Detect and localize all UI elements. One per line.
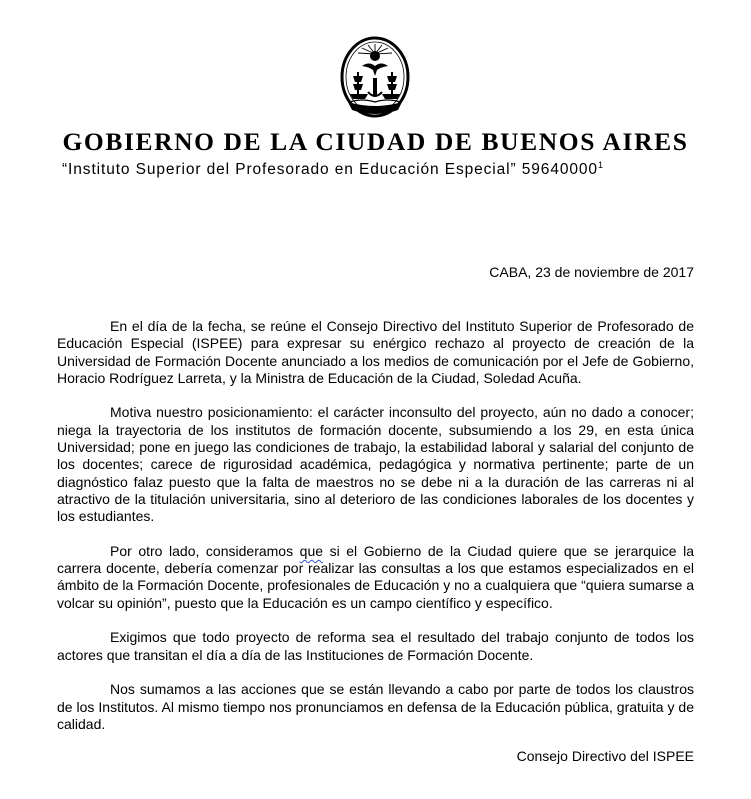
spellcheck-underlined-word: que [299, 542, 324, 559]
paragraph-3-end: si el Gobierno de la Ciudad quiere que se jerarquice la carrera docente, debería comenzar por realizar las consultas a los que estamos especializados en el ámbito de la Formación Docente, profesionales de Educación y no a cualquiera que “quiera sumarse a volcar su opinión”, puesto que la Educación es un campo científico y específico. [57, 542, 695, 611]
paragraph-5: Nos sumamos a las acciones que se están llevando a cabo por parte de todos los claustros de los Institutos. Al mismo tiempo nos pronunciamos en defensa de la Educación pública, gratuita y de calidad. [57, 681, 694, 732]
paragraph-3-start: Por otro lado, consideramos [110, 542, 300, 559]
institute-subtitle [62, 160, 603, 179]
footnote-marker: 1 [597, 160, 603, 170]
institute-name: “Instituto Superior del Profesorado en Educación Especial” 59640000 [62, 161, 598, 178]
document-date: CABA, 23 de noviembre de 2017 [489, 264, 694, 280]
paragraph-2: Motiva nuestro posicionamiento: el carácter inconsulto del proyecto, aún no dado a conocer; niega la trayectoria de los institutos de formación docente, subsumiendo a los 29, en esta única Universidad; pone en juego las condiciones de trabajo, la estabilidad laboral y salarial del conjunto de los docentes; carece de rigurosidad académica, pedagógica y normativa pertinente; parte de un diagnóstico falaz puesto que la falta de maestros no se debe ni a la duración de las carreras ni al atractivo de la titulación universitaria, sino al deterioro de las condiciones laborales de los docentes y los estudiantes. [57, 404, 694, 525]
signature: Consejo Directivo del ISPEE [516, 748, 694, 764]
paragraph-3 [57, 543, 694, 612]
paragraph-4: Exigimos que todo proyecto de reforma sea el resultado del trabajo conjunto de todos los actores que transitan el día a día de las Instituciones de Formación Docente. [57, 629, 694, 663]
coat-of-arms-icon [340, 36, 410, 118]
document-title: GOBIERNO DE LA CIUDAD DE BUENOS AIRES [62, 127, 689, 156]
paragraph-1: En el día de la fecha, se reúne el Consejo Directivo del Instituto Superior de Profesorado de Educación Especial (ISPEE) para expresar su enérgico rechazo al proyecto de creación de la Universidad de Formación Docente anunciado a los medios de comunicación por el Jefe de Gobierno, Horacio Rodríguez Larreta, y la Ministra de Educación de la Ciudad, Soledad Acuña. [57, 318, 694, 386]
document-body [57, 318, 694, 750]
